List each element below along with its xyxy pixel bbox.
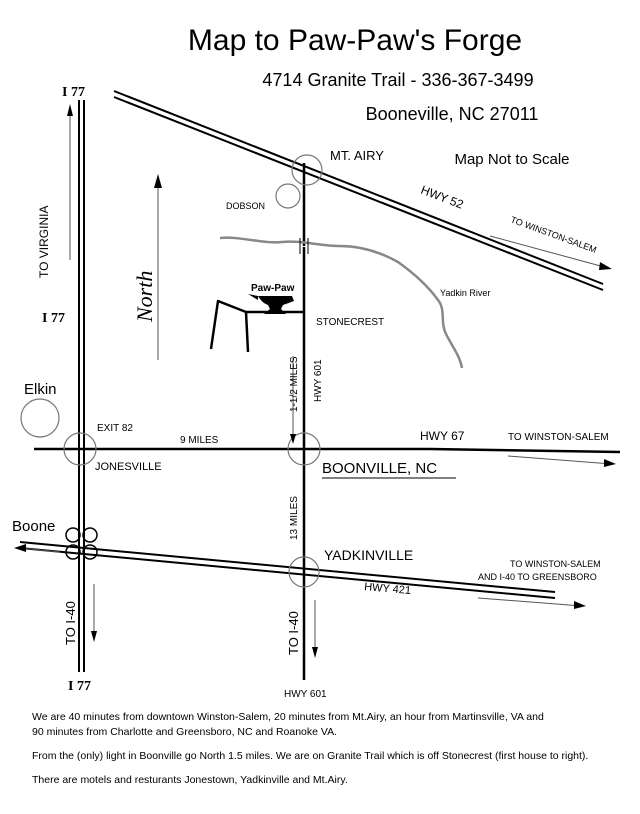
elkin-label: Elkin [24, 381, 57, 398]
to-i40-center-label: TO I-40 [286, 611, 301, 655]
dobson-circle [276, 184, 300, 208]
hwy601-label-bottom: HWY 601 [284, 689, 327, 700]
to-ws-arrowhead-2 [604, 459, 616, 467]
directions-paragraph-2: From the (only) light in Boonville go North 1.5 miles. We are on Granite Trail which is off Stonecrest (first house to right). [32, 750, 589, 762]
i77-label-bottom: I 77 [68, 679, 91, 694]
miles-13-label: 13 MILES [289, 496, 300, 540]
paw-paw-label: Paw-Paw [251, 283, 295, 294]
to-boone-arrowhead [14, 544, 26, 552]
yadkin-river [220, 238, 462, 368]
to-ws-arrowhead-1 [599, 262, 612, 270]
hwy601-label-mid: HWY 601 [313, 359, 324, 402]
granite-trail-road [211, 301, 248, 352]
i77-label-top: I 77 [62, 85, 85, 100]
north-arrow-icon [154, 174, 162, 360]
boone-label: Boone [12, 518, 56, 535]
boone-circle-2 [83, 528, 97, 542]
boonville-label: BOONVILLE, NC [322, 460, 438, 477]
to-winston-salem-label-1: TO WINSTON-SALEM [509, 214, 598, 255]
exit82-label: EXIT 82 [97, 423, 133, 434]
to-virginia-label: TO VIRGINIA [37, 205, 51, 278]
miles-1-5-label: 1-1/2 MILES [289, 356, 300, 412]
elkin-circle [21, 399, 59, 437]
scale-note: Map Not to Scale [454, 151, 570, 168]
hwy67-road-east [430, 449, 620, 452]
i77-label-mid: I 77 [42, 311, 65, 326]
hwy421-road-a [20, 542, 555, 592]
to-greensboro-label: AND I-40 TO GREENSBORO [478, 572, 597, 582]
directions-line-1a: We are 40 minutes from downtown Winston-Salem, 20 minutes from Mt.Airy, an hour from Martinsville, VA and [32, 711, 544, 723]
directions-line-1b: 90 minutes from Charlotte and Greensboro, NC and Roanoke VA. [32, 726, 338, 738]
to-ws-arrow-3 [478, 598, 582, 606]
to-winston-salem-label-2: TO WINSTON-SALEM [508, 432, 609, 443]
to-winston-salem-label-3: TO WINSTON-SALEM [510, 559, 601, 569]
to-i40-center-arrowhead [312, 647, 318, 658]
to-i40-left-arrowhead [91, 631, 97, 642]
map-title: Map to Paw-Paw's Forge [187, 24, 523, 57]
address-text: 4714 Granite Trail - 336-367-3499 [262, 70, 534, 90]
hwy421-road-b [20, 548, 555, 598]
to-ws-arrowhead-3 [574, 601, 586, 609]
directions-footer [32, 710, 622, 797]
mt-airy-label: MT. AIRY [330, 148, 384, 163]
jonesville-label: JONESVILLE [95, 461, 162, 473]
nine-miles-label: 9 MILES [180, 435, 219, 446]
dobson-label: DOBSON [226, 201, 266, 211]
city-text: Booneville, NC 27011 [365, 104, 539, 124]
yadkin-river-label: Yadkin River [440, 288, 491, 298]
yadkinville-label: YADKINVILLE [324, 547, 414, 563]
to-ws-arrow-2 [508, 456, 612, 464]
to-i40-left-label: TO I-40 [63, 601, 78, 645]
directions-paragraph-1 [32, 710, 622, 740]
hwy421-label: HWY 421 [363, 581, 412, 598]
hwy52-label: HWY 52 [418, 182, 466, 212]
yadkin-river-inner [220, 242, 458, 372]
directions-paragraph-3: There are motels and resturants Jonestown, Yadkinville and Mt.Airy. [32, 774, 348, 786]
hwy67-label: HWY 67 [420, 429, 465, 443]
boone-circle-4 [83, 545, 97, 559]
hwy52-road-b [114, 97, 603, 290]
to-virginia-arrowhead [67, 104, 73, 116]
north-label: North [132, 270, 157, 322]
stonecrest-label: STONECREST [316, 317, 385, 328]
boone-circle-1 [66, 528, 80, 542]
